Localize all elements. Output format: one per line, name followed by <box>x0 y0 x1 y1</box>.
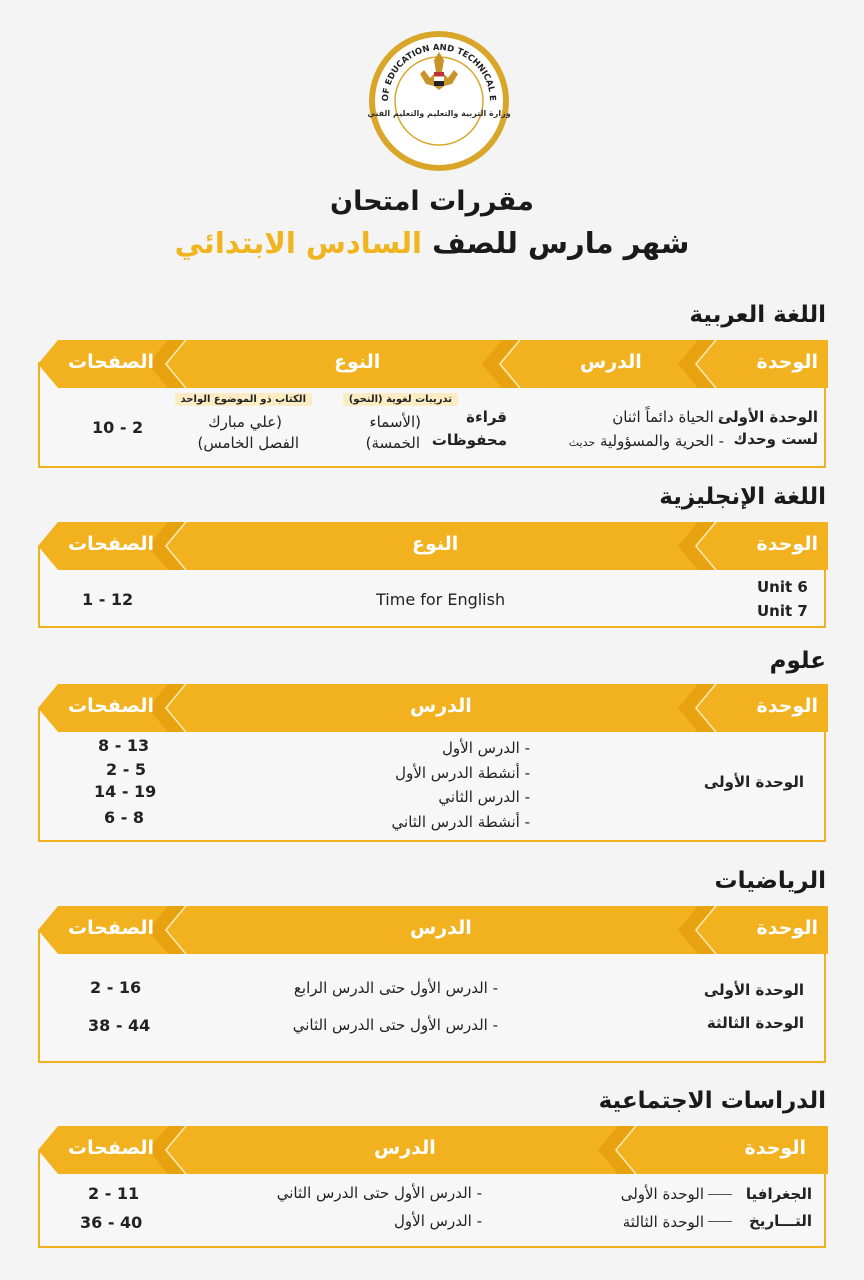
arabic-unit-line1: الوحدة الأولى <box>717 408 818 426</box>
arabic-type-reading: قراءة <box>466 408 507 426</box>
social-connector-1 <box>708 1194 732 1195</box>
subtitle-highlight: السادس الابتدائي <box>174 226 422 260</box>
page-title: مقررات امتحان <box>330 186 534 217</box>
science-pages-1: 8 - 13 <box>98 736 150 755</box>
math-header-bar <box>38 906 828 954</box>
logo-arabic-text: وزارة التربية والتعليم والتعليم الفني <box>368 109 510 118</box>
header-type: النوع <box>334 351 381 373</box>
header-unit: الوحدة <box>756 917 818 939</box>
arabic-lesson-line2 <box>569 432 724 450</box>
social-pages-2: 36 - 40 <box>80 1213 143 1232</box>
section-title-arabic: اللغة العربية <box>689 302 826 328</box>
arabic-grammar-line1: (الأسماء <box>369 413 421 431</box>
social-pages-1: 2 - 11 <box>88 1184 140 1203</box>
header-unit: الوحدة <box>756 533 818 555</box>
header-pages: الصفحات <box>68 351 154 373</box>
english-pages: 1 - 12 <box>82 590 134 609</box>
english-type: Time for English <box>376 590 506 609</box>
arabic-lesson-2-small: حديث <box>568 436 596 449</box>
header-pages: الصفحات <box>68 917 154 939</box>
english-unit-line1: Unit 6 <box>757 578 808 596</box>
header-pages: الصفحات <box>68 533 154 555</box>
social-unit-2: الوحدة الثالثة <box>622 1213 704 1231</box>
science-pages-4: 6 - 8 <box>104 808 145 827</box>
science-lesson-4: - أنشطة الدرس الثاني <box>391 813 530 831</box>
arabic-type-memorize: محفوظات <box>431 431 507 449</box>
tag-book: الكتاب ذو الموضوع الواحد <box>175 393 312 406</box>
math-lesson-2: - الدرس الأول حتى الدرس الثاني <box>292 1016 498 1034</box>
social-header-bar <box>38 1126 828 1174</box>
science-lesson-3: - الدرس الثاني <box>438 788 530 806</box>
header-lesson: الدرس <box>410 695 472 717</box>
social-subject-1: الجغرافيا <box>745 1185 812 1203</box>
header-lesson: الدرس <box>410 917 472 939</box>
social-connector-2 <box>708 1221 732 1222</box>
subtitle-part1: شهر مارس للصف <box>422 226 690 260</box>
header-unit: الوحدة <box>756 695 818 717</box>
arabic-lesson-2-text: - الحرية والمسؤولية <box>599 432 724 450</box>
header-pages: الصفحات <box>68 695 154 717</box>
arabic-pages: 10 - 2 <box>92 418 144 437</box>
header-pages: الصفحات <box>68 1137 154 1159</box>
science-lesson-1: - الدرس الأول <box>442 739 530 757</box>
science-header-bar <box>38 684 828 732</box>
arabic-lesson-line1: - الحياة دائماً اثنان <box>612 408 724 426</box>
arabic-unit-line2: لست وحدك <box>733 430 818 448</box>
tag-grammar: تدريبات لغوية (النحو) <box>343 393 458 406</box>
science-lesson-2: - أنشطة الدرس الأول <box>395 764 530 782</box>
social-unit-1: الوحدة الأولى <box>620 1185 704 1203</box>
social-lesson-1: - الدرس الأول حتى الدرس الثاني <box>276 1184 482 1202</box>
arabic-grammar-line2: الخمسة) <box>365 434 420 452</box>
math-unit-1: الوحدة الأولى <box>703 981 804 999</box>
science-pages-2: 2 - 5 <box>106 760 147 779</box>
social-lesson-2: - الدرس الأول <box>394 1212 482 1230</box>
header-lesson: الدرس <box>374 1137 436 1159</box>
header-unit: الوحدة <box>756 351 818 373</box>
logo-circular-text: OF EDUCATION AND TECHNICAL E <box>380 42 498 102</box>
social-subject-2: التـــاريخ <box>749 1212 812 1230</box>
english-header-bar <box>38 522 828 570</box>
section-title-math: الرياضيات <box>714 868 826 894</box>
math-pages-1: 2 - 16 <box>90 978 142 997</box>
header-type: النوع <box>412 533 459 555</box>
science-unit: الوحدة الأولى <box>703 773 804 791</box>
arabic-book-line1: (علي مبارك <box>208 413 282 431</box>
section-title-science: علوم <box>769 648 826 674</box>
math-pages-2: 38 - 44 <box>88 1016 151 1035</box>
math-unit-2: الوحدة الثالثة <box>706 1014 804 1032</box>
page-subtitle <box>0 226 864 260</box>
english-unit-line2: Unit 7 <box>757 602 808 620</box>
science-pages-3: 14 - 19 <box>94 782 157 801</box>
header-unit: الوحدة <box>744 1137 806 1159</box>
section-title-social: الدراسات الاجتماعية <box>598 1088 826 1114</box>
ministry-logo <box>368 30 510 172</box>
math-lesson-1: - الدرس الأول حتى الدرس الرابع <box>293 979 498 997</box>
arabic-book-line2: الفصل الخامس) <box>197 434 299 452</box>
arabic-header-bar <box>38 340 828 388</box>
section-title-english: اللغة الإنجليزية <box>659 484 826 510</box>
header-lesson: الدرس <box>580 351 642 373</box>
